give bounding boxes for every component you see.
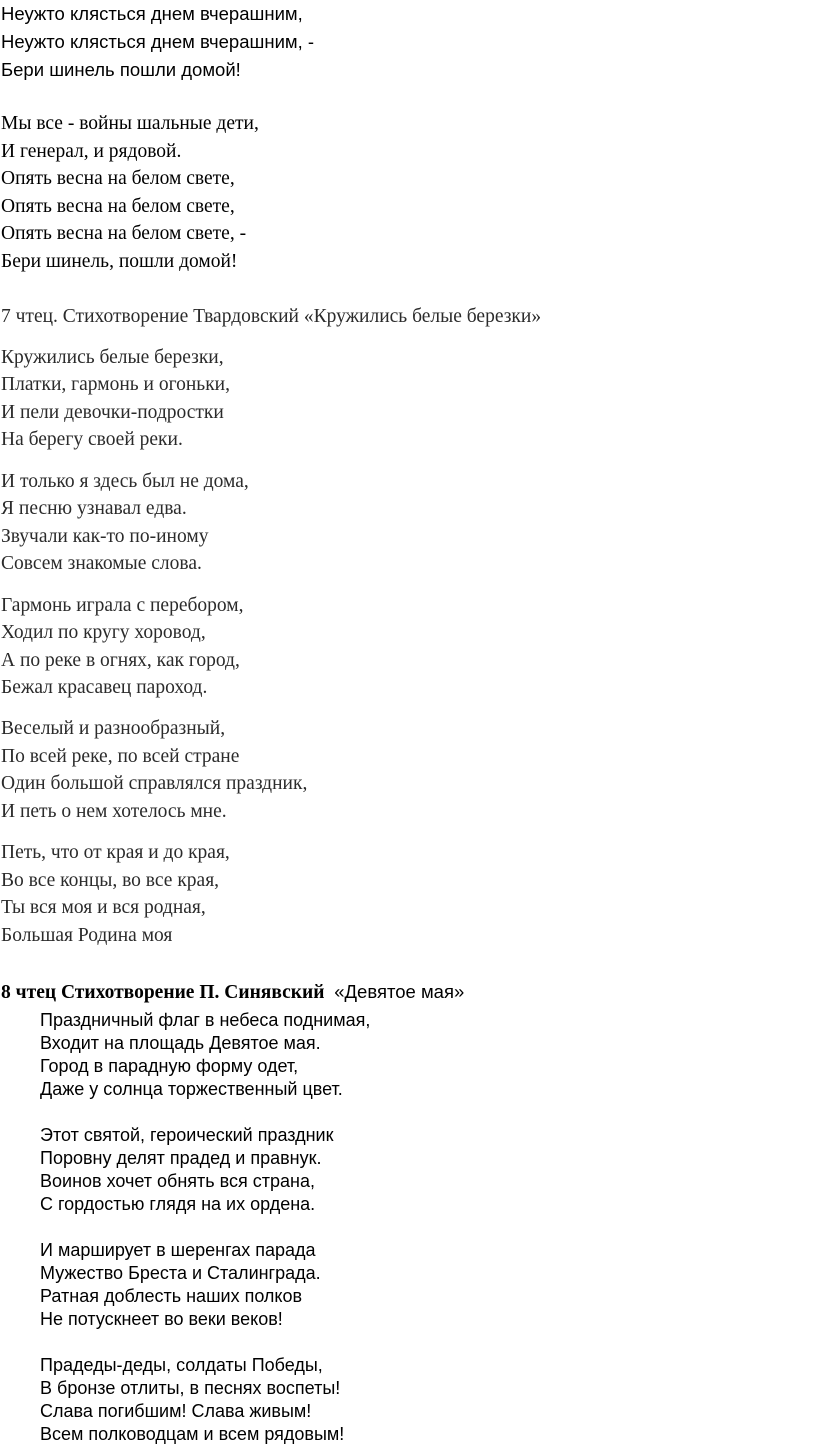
poem-line: Даже у солнца торжественный цвет. bbox=[40, 1079, 343, 1099]
poem-line: Поровну делят прадед и правнук. bbox=[40, 1148, 322, 1168]
poem-line: Совсем знакомые слова. bbox=[1, 553, 202, 574]
poem-line: А по реке в огнях, как город, bbox=[1, 650, 240, 671]
poem-line: Город в парадную форму одет, bbox=[40, 1056, 299, 1076]
poem-line: Петь, что от края и до края, bbox=[1, 842, 230, 863]
poem-line: Платки, гармонь и огоньки, bbox=[1, 374, 230, 395]
poem-line: Звучали как-то по-иному bbox=[1, 526, 209, 547]
poem-line: Бери шинель пошли домой! bbox=[1, 59, 241, 80]
poem-line: Во все концы, во все края, bbox=[1, 870, 220, 891]
poem-line: Воинов хочет обнять вся страна, bbox=[40, 1171, 315, 1191]
poem-line: Слава погибшим! Слава живым! bbox=[40, 1401, 312, 1421]
section-heading-7: 7 чтец. Стихотворение Твардовский «Кружились белые березки» bbox=[1, 306, 542, 327]
section-heading-8 bbox=[1, 979, 464, 1006]
poem-line: И пели девочки-подростки bbox=[1, 402, 224, 423]
poem-line: И только я здесь был не дома, bbox=[1, 471, 249, 492]
heading-8-title: «Девятое мая» bbox=[334, 981, 465, 1002]
poem-line: Ты вся моя и вся родная, bbox=[1, 897, 206, 918]
poem-line: Праздничный флаг в небеса поднимая, bbox=[40, 1010, 371, 1030]
poem-line: С гордостью глядя на их ордена. bbox=[40, 1194, 316, 1214]
poem-line: Ратная доблесть наших полков bbox=[40, 1286, 303, 1306]
poem-line: Опять весна на белом свете, bbox=[1, 168, 235, 189]
poem-line: Ходил по кругу хоровод, bbox=[1, 622, 206, 643]
poem-line: И генерал, и рядовой. bbox=[1, 141, 182, 162]
poem-line: Всем полководцам и всем рядовым! bbox=[40, 1424, 345, 1444]
poem-line: Входит на площадь Девятое мая. bbox=[40, 1033, 321, 1053]
poem-line: Мужество Бреста и Сталинграда. bbox=[40, 1263, 321, 1283]
poem-line: Неужто клясться днем вчерашним, bbox=[1, 3, 303, 24]
poem-line: Веселый и разнообразный, bbox=[1, 718, 226, 739]
poem-line: В бронзе отлиты, в песнях воспеты! bbox=[40, 1378, 341, 1398]
poem-line: И петь о нем хотелось мне. bbox=[1, 801, 227, 822]
poem-line: Опять весна на белом свете, - bbox=[1, 223, 247, 244]
poem-line: Не потускнеет во веки веков! bbox=[40, 1309, 283, 1329]
poem-line: Бери шинель, пошли домой! bbox=[1, 251, 238, 272]
poem-line: Неужто клясться днем вчерашним, - bbox=[1, 31, 315, 52]
poem-line: Мы все - войны шальные дети, bbox=[1, 113, 259, 134]
poem-line: Гармонь играла с перебором, bbox=[1, 595, 244, 616]
poem-line: Опять весна на белом свете, bbox=[1, 196, 235, 217]
poem-line: На берегу своей реки. bbox=[1, 429, 183, 450]
poem-line: Большая Родина моя bbox=[1, 925, 173, 946]
poem-line: По всей реке, по всей стране bbox=[1, 746, 240, 767]
poem-line: Бежал красавец пароход. bbox=[1, 677, 208, 698]
poem-line: Я песню узнавал едва. bbox=[1, 498, 187, 519]
poem-line: Кружились белые березки, bbox=[1, 347, 224, 368]
poem-line: Этот святой, героический праздник bbox=[40, 1125, 334, 1145]
heading-8-bold: 8 чтец Стихотворение П. Синявский bbox=[1, 982, 325, 1003]
poem-line: И марширует в шеренгах парада bbox=[40, 1240, 316, 1260]
poem-line: Прадеды-деды, солдаты Победы, bbox=[40, 1355, 323, 1375]
poem-line: Один большой справлялся праздник, bbox=[1, 773, 308, 794]
